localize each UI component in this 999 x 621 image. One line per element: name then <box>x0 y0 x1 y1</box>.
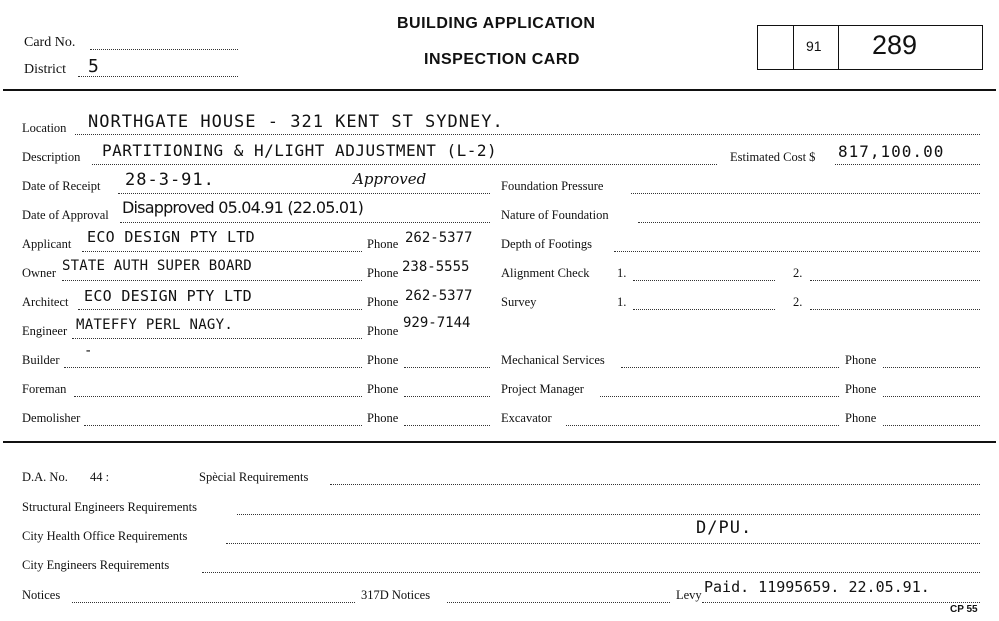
special-requirements-label: Spècial Requirements <box>199 470 309 484</box>
engineer-value: MATEFFY PERL NAGY. <box>76 317 234 333</box>
project-manager-line <box>600 396 839 397</box>
structural-requirements-label: Structural Engineers Requirements <box>22 500 197 514</box>
owner-phone-value: 238-5555 <box>402 259 470 275</box>
architect-phone-value: 262-5377 <box>405 288 473 304</box>
excavator-phone-label: Phone <box>845 411 877 425</box>
owner-line <box>62 280 362 281</box>
district-line <box>78 76 238 77</box>
date-approval-label: Date of Approval <box>22 208 109 222</box>
demolisher-label: Demolisher <box>22 411 81 425</box>
engineer-phone-value: 929-7144 <box>403 315 471 331</box>
description-line <box>92 164 717 165</box>
excavator-phone-line <box>883 425 980 426</box>
health-requirements-value: D/PU. <box>696 518 753 538</box>
survey-1-label: 1. <box>617 295 627 309</box>
project-manager-phone-line <box>883 396 980 397</box>
builder-phone-line <box>404 367 490 368</box>
box-year: 91 <box>806 38 822 54</box>
builder-value: - <box>84 343 94 359</box>
nature-foundation-label: Nature of Foundation <box>501 208 609 222</box>
foundation-pressure-label: Foundation Pressure <box>501 179 604 193</box>
estimated-cost-line <box>835 164 980 165</box>
alignment-check-label: Alignment Check <box>501 266 590 280</box>
builder-phone-label: Phone <box>367 353 399 367</box>
date-receipt-line <box>118 193 490 194</box>
mechanical-services-label: Mechanical Services <box>501 353 605 367</box>
form-code: CP 55 <box>950 604 978 615</box>
date-receipt-label: Date of Receipt <box>22 179 101 193</box>
date-receipt-value: 28-3-91. <box>125 170 215 190</box>
owner-phone-label: Phone <box>367 266 399 280</box>
header-rule <box>3 89 996 91</box>
box-divider-1 <box>793 26 794 69</box>
notices-317d-line <box>447 602 670 603</box>
owner-label: Owner <box>22 266 57 280</box>
foreman-phone-line <box>404 396 490 397</box>
location-value: NORTHGATE HOUSE - 321 KENT ST SYDNEY. <box>88 112 504 132</box>
card-no-label: Card No. <box>24 35 76 50</box>
notices-317d-label: 317D Notices <box>361 588 431 602</box>
description-value: PARTITIONING & H/LIGHT ADJUSTMENT (L-2) <box>102 141 498 160</box>
card-number-box <box>757 25 983 70</box>
applicant-label: Applicant <box>22 237 72 251</box>
mechanical-phone-line <box>883 367 980 368</box>
demolisher-line <box>84 425 362 426</box>
depth-footings-label: Depth of Footings <box>501 237 592 251</box>
district-value: 5 <box>88 56 100 77</box>
health-requirements-line <box>226 543 980 544</box>
foundation-pressure-line <box>631 193 980 194</box>
form-title-line2: INSPECTION CARD <box>424 51 580 68</box>
section-rule <box>3 441 996 443</box>
survey-2-label: 2. <box>793 295 803 309</box>
applicant-line <box>82 251 362 252</box>
special-requirements-line <box>330 484 980 485</box>
date-approval-value: Disapproved 05.04.91 (22.05.01) <box>122 198 364 217</box>
da-no-value: 44 : <box>90 470 110 484</box>
applicant-value: ECO DESIGN PTY LTD <box>87 228 255 246</box>
levy-line <box>702 602 980 603</box>
city-engineers-line <box>202 572 980 573</box>
architect-value: ECO DESIGN PTY LTD <box>84 287 252 305</box>
mechanical-phone-label: Phone <box>845 353 877 367</box>
mechanical-services-line <box>621 367 839 368</box>
project-manager-label: Project Manager <box>501 382 584 396</box>
district-label: District <box>24 62 66 77</box>
builder-line <box>64 367 362 368</box>
alignment-1-line <box>633 280 775 281</box>
da-no-label: D.A. No. <box>22 470 68 484</box>
applicant-phone-value: 262-5377 <box>405 230 473 246</box>
nature-foundation-line <box>638 222 980 223</box>
survey-1-line <box>633 309 775 310</box>
excavator-line <box>566 425 839 426</box>
form-title-line1: BUILDING APPLICATION <box>397 15 596 32</box>
foreman-line <box>74 396 362 397</box>
architect-phone-label: Phone <box>367 295 399 309</box>
builder-label: Builder <box>22 353 60 367</box>
engineer-label: Engineer <box>22 324 68 338</box>
card-no-line <box>90 49 238 50</box>
owner-value: STATE AUTH SUPER BOARD <box>62 258 252 274</box>
estimated-cost-value: 817,100.00 <box>838 142 945 161</box>
box-number: 289 <box>872 30 918 60</box>
project-manager-phone-label: Phone <box>845 382 877 396</box>
approved-note: Approved <box>353 170 427 188</box>
levy-value: Paid. 11995659. 22.05.91. <box>704 578 930 596</box>
alignment-2-line <box>810 280 980 281</box>
notices-line <box>72 602 355 603</box>
architect-line <box>78 309 362 310</box>
notices-label: Notices <box>22 588 61 602</box>
demolisher-phone-label: Phone <box>367 411 399 425</box>
alignment-1-label: 1. <box>617 266 627 280</box>
architect-label: Architect <box>22 295 69 309</box>
applicant-phone-label: Phone <box>367 237 399 251</box>
alignment-2-label: 2. <box>793 266 803 280</box>
structural-requirements-line <box>237 514 980 515</box>
box-divider-2 <box>838 26 839 69</box>
location-line <box>75 134 980 135</box>
engineer-phone-label: Phone <box>367 324 399 338</box>
engineer-line <box>72 338 362 339</box>
demolisher-phone-line <box>404 425 490 426</box>
city-engineers-label: City Engineers Requirements <box>22 558 170 572</box>
depth-footings-line <box>614 251 980 252</box>
survey-2-line <box>810 309 980 310</box>
excavator-label: Excavator <box>501 411 552 425</box>
estimated-cost-label: Estimated Cost $ <box>730 150 816 164</box>
date-approval-line <box>120 222 490 223</box>
foreman-phone-label: Phone <box>367 382 399 396</box>
location-label: Location <box>22 121 67 135</box>
levy-label: Levy <box>676 588 702 602</box>
description-label: Description <box>22 150 81 164</box>
survey-label: Survey <box>501 295 537 309</box>
foreman-label: Foreman <box>22 382 67 396</box>
health-requirements-label: City Health Office Requirements <box>22 529 188 543</box>
